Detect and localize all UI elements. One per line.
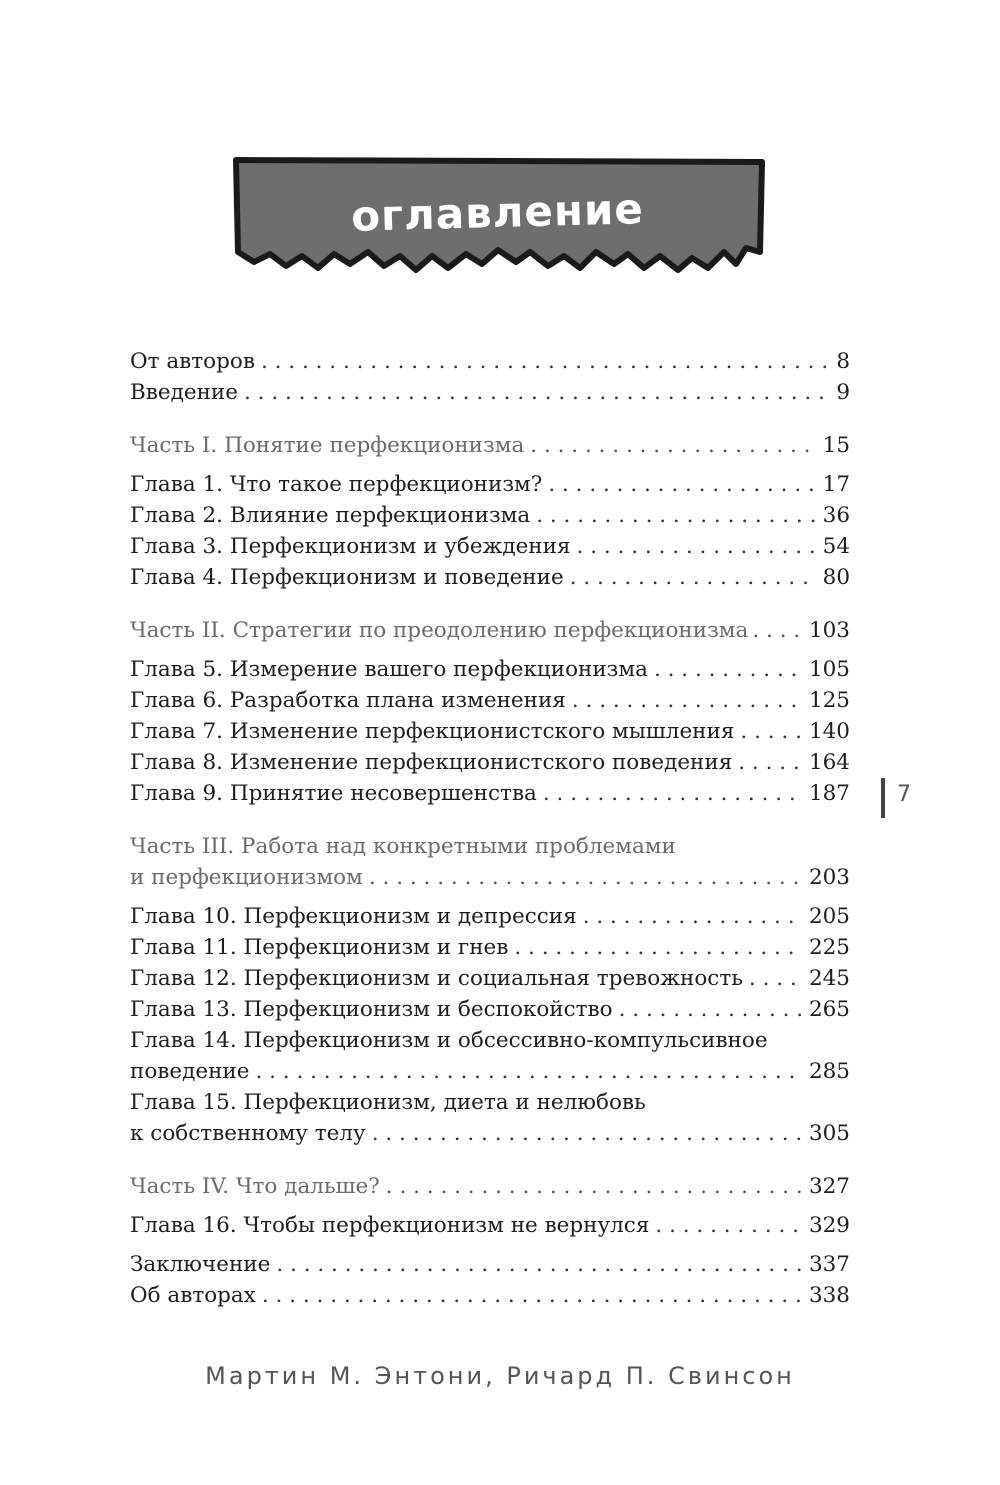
toc-part-label: Часть I. Понятие перфекционизма: [130, 433, 525, 458]
toc-entry-chapter[interactable]: [130, 531, 850, 562]
toc-entry-page: 140: [808, 719, 850, 744]
toc-entry-page: 36: [822, 503, 850, 528]
toc-entry-page: 17: [822, 472, 850, 497]
toc-entry-page: 54: [822, 534, 850, 559]
toc-entry-chapter[interactable]: [130, 747, 850, 778]
leader-dots: [577, 531, 817, 562]
leader-dots: [752, 615, 805, 646]
toc-entry-page: 9: [836, 380, 850, 405]
leader-dots: [276, 1249, 803, 1280]
leader-dots: [530, 430, 816, 461]
toc-entry-label: Глава 9. Принятие несовершенства: [130, 781, 537, 806]
toc-entry-page: 225: [808, 935, 850, 960]
toc-entry-chapter[interactable]: [130, 500, 850, 531]
toc-entry-page: 103: [808, 618, 850, 643]
toc-entry-back[interactable]: [130, 1280, 850, 1311]
leader-dots: [262, 1280, 803, 1311]
toc-entry-chapter[interactable]: [130, 469, 850, 500]
toc-entry-chapter[interactable]: [130, 716, 850, 747]
leader-dots: [740, 716, 803, 747]
toc-entry-chapter[interactable]: [130, 654, 850, 685]
toc-banner: [230, 156, 765, 286]
toc-part-label: и перфекционизмом: [130, 865, 363, 890]
toc-entry-chapter[interactable]: [130, 932, 850, 963]
toc-entry-front[interactable]: [130, 377, 850, 408]
toc-entry-chapter[interactable]: [130, 963, 850, 994]
toc-entry-page: 285: [808, 1059, 850, 1084]
toc-entry-page: 338: [808, 1283, 850, 1308]
leader-dots: [372, 1118, 803, 1149]
leader-dots: [514, 932, 803, 963]
leader-dots: [255, 1056, 803, 1087]
toc-entry-label: Глава 8. Изменение перфекционистского поведения: [130, 750, 733, 775]
toc-entry-label: Глава 2. Влияние перфекционизма: [130, 503, 531, 528]
leader-dots: [261, 346, 830, 377]
toc-entry-label: Глава 1. Что такое перфекционизм?: [130, 472, 543, 497]
toc-entry-page: 105: [808, 657, 850, 682]
toc-entry-page: 245: [808, 966, 850, 991]
toc-part-3-line1[interactable]: Часть III. Работа над конкретными проблемами: [130, 834, 676, 859]
toc-entry-page: 329: [808, 1213, 850, 1238]
toc-entry-front[interactable]: [130, 346, 850, 377]
toc-entry-page: 8: [836, 349, 850, 374]
toc-part-label: Часть II. Стратегии по преодолению перфекционизма: [130, 618, 749, 643]
toc-entry-page: 125: [808, 688, 850, 713]
toc-entry-chapter[interactable]: [130, 562, 850, 593]
toc-part-1[interactable]: [130, 430, 850, 461]
toc-entry-page: 164: [808, 750, 850, 775]
toc-entry-label: Глава 10. Перфекционизм и депрессия: [130, 904, 577, 929]
toc-entry-label: Глава 3. Перфекционизм и убеждения: [130, 534, 571, 559]
leader-dots: [619, 994, 803, 1025]
toc-entry-line1[interactable]: Глава 15. Перфекционизм, диета и нелюбовь: [130, 1090, 646, 1115]
toc-entry-chapter[interactable]: [130, 685, 850, 716]
toc-entry-label: Заключение: [130, 1252, 271, 1277]
toc-entry-label: Об авторах: [130, 1283, 256, 1308]
toc-entry-label: Введение: [130, 380, 238, 405]
page-marker-bar: [881, 778, 885, 818]
toc-entry-label: Глава 16. Чтобы перфекционизм не вернулся: [130, 1213, 650, 1238]
leader-dots: [369, 862, 803, 893]
footer-authors: Мартин М. Энтони, Ричард П. Свинсон: [205, 1362, 795, 1390]
toc-entry-label: Глава 6. Разработка плана изменения: [130, 688, 566, 713]
toc-entry-label: к собственному телу: [130, 1121, 366, 1146]
toc-entry-chapter[interactable]: [130, 778, 850, 809]
toc-entry-page: 203: [808, 865, 850, 890]
leader-dots: [570, 562, 817, 593]
page-number: 7: [897, 782, 911, 807]
leader-dots: [536, 500, 816, 531]
toc-entry-page: 327: [808, 1174, 850, 1199]
toc-part-label: Часть IV. Что дальше?: [130, 1174, 380, 1199]
leader-dots: [543, 778, 803, 809]
toc-entry-page: 15: [822, 433, 850, 458]
toc-entry-line1[interactable]: Глава 14. Перфекционизм и обсессивно-компульсивное: [130, 1028, 768, 1053]
toc-entry-chapter[interactable]: [130, 901, 850, 932]
toc-entry-label: поведение: [130, 1059, 250, 1084]
leader-dots: [244, 377, 830, 408]
toc-entry-label: Глава 5. Измерение вашего перфекционизма: [130, 657, 648, 682]
toc-entry-chapter[interactable]: [130, 1056, 850, 1087]
toc-entry-chapter[interactable]: [130, 1118, 850, 1149]
leader-dots: [548, 469, 816, 500]
leader-dots: [386, 1171, 803, 1202]
toc-entry-chapter[interactable]: [130, 1210, 850, 1241]
toc-entry-label: Глава 13. Перфекционизм и беспокойство: [130, 997, 613, 1022]
toc-part-2[interactable]: [130, 615, 850, 646]
toc-entry-page: 265: [808, 997, 850, 1022]
leader-dots: [654, 654, 803, 685]
toc-entry-page: 337: [808, 1252, 850, 1277]
toc-entry-page: 305: [808, 1121, 850, 1146]
toc-part-3[interactable]: [130, 862, 850, 893]
toc-entry-label: Глава 4. Перфекционизм и поведение: [130, 565, 564, 590]
leader-dots: [655, 1210, 803, 1241]
leader-dots: [572, 685, 803, 716]
toc-entry-chapter[interactable]: [130, 994, 850, 1025]
toc-entry-label: От авторов: [130, 349, 255, 374]
leader-dots: [738, 747, 803, 778]
toc-entry-label: Глава 12. Перфекционизм и социальная тревожность: [130, 966, 743, 991]
table-of-contents: [130, 346, 850, 1311]
toc-entry-label: Глава 11. Перфекционизм и гнев: [130, 935, 509, 960]
toc-entry-page: 187: [808, 781, 850, 806]
page-title: оглавление: [350, 184, 645, 241]
toc-entry-label: Глава 7. Изменение перфекционистского мышления: [130, 719, 735, 744]
toc-entry-page: 205: [808, 904, 850, 929]
toc-entry-page: 80: [822, 565, 850, 590]
leader-dots: [583, 901, 803, 932]
toc-entry-back[interactable]: [130, 1249, 850, 1280]
leader-dots: [749, 963, 803, 994]
toc-part-4[interactable]: [130, 1171, 850, 1202]
